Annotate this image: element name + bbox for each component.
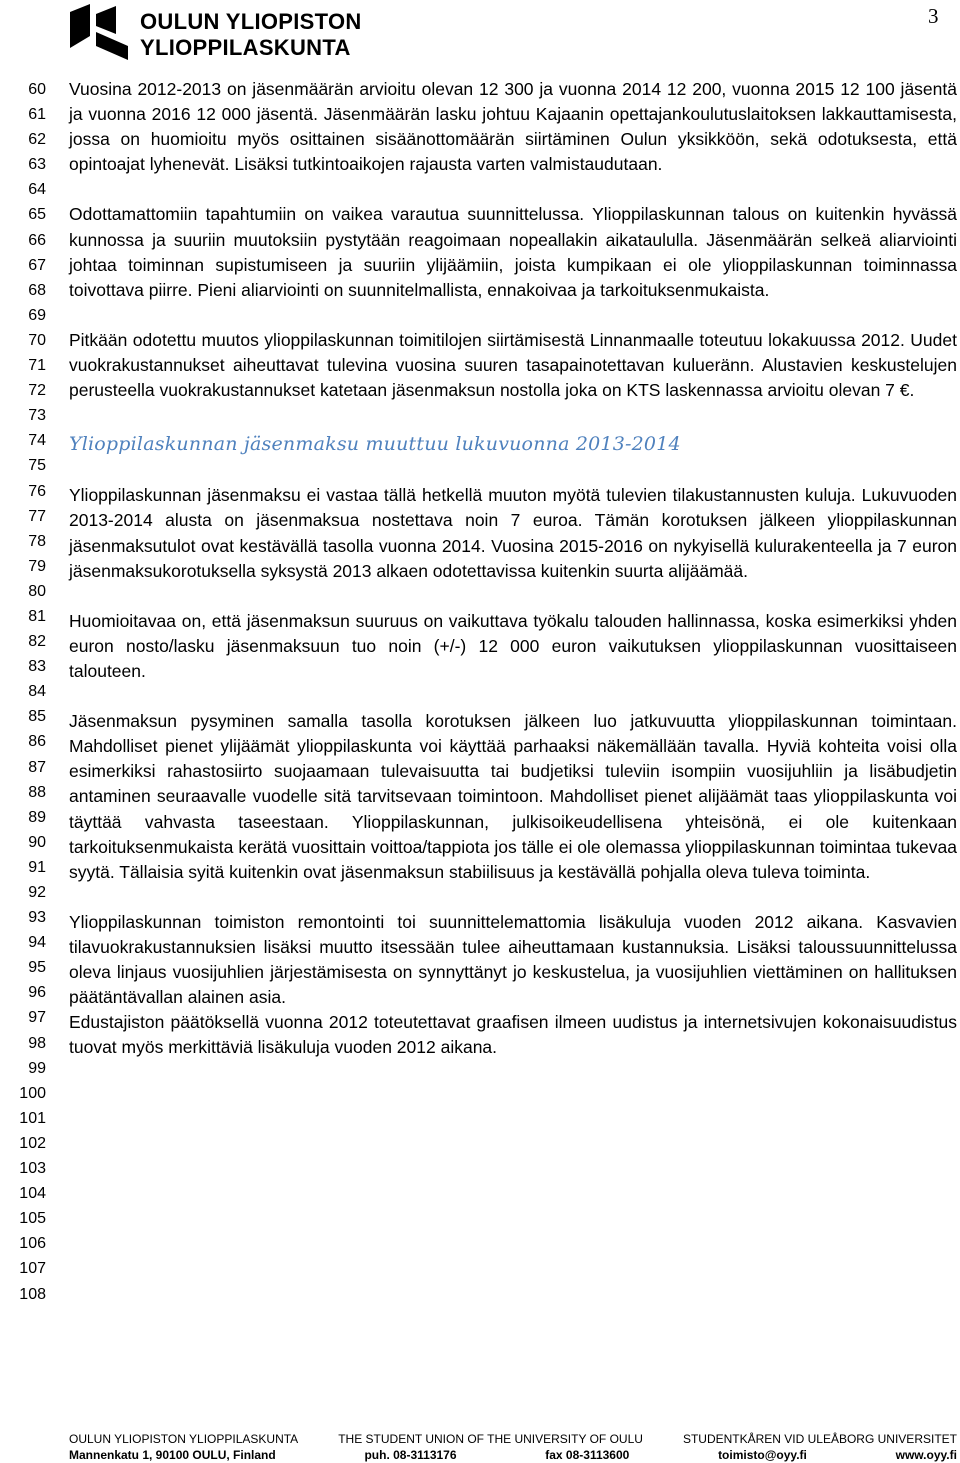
line-number: 103 (19, 1160, 46, 1178)
line-number: 90 (28, 833, 46, 851)
line-number: 76 (28, 482, 46, 500)
line-number: 73 (28, 407, 46, 425)
logo-text-line2: YLIOPPILASKUNTA (140, 35, 351, 60)
line-number: 97 (28, 1009, 46, 1027)
line-number: 88 (28, 783, 46, 801)
line-number: 107 (19, 1260, 46, 1278)
paragraph-unexpected-events: Odottamattomiin tapahtumiin on vaikea varautua suunnittelussa. Ylioppilaskunnan talous on kuitenkin hyvässä kunnossa ja suuriin muutoksiin pystytään reagoimaan nopeallakin aikataululla. Jäsenmäärän selkeä aliarviointi johtaa toiminnan supistumiseen ja suuriin ylijäämiin, joista kumpikaan ei ole ylioppilaskunnan toiminnassa toivottava piirre. Pieni aliarviointi on suunnitelmallista, ennakoivaa ja tarkoituksenmukaista. (69, 204, 957, 300)
line-number: 99 (28, 1059, 46, 1077)
line-number: 93 (28, 909, 46, 927)
footer-email[interactable]: toimisto@oyy.fi (718, 1448, 807, 1462)
line-number: 65 (28, 206, 46, 224)
footer-web[interactable]: www.oyy.fi (895, 1448, 957, 1462)
line-number: 81 (28, 607, 46, 625)
footer-org-sv: STUDENTKÅREN VID ULEÅBORG UNIVERSITET (682, 1432, 957, 1446)
footer-org-en: THE STUDENT UNION OF THE UNIVERSITY OF OULU (338, 1432, 643, 1446)
line-number: 95 (28, 959, 46, 977)
line-number: 75 (28, 457, 46, 475)
line-number: 108 (19, 1285, 46, 1303)
line-number: 94 (28, 934, 46, 952)
line-number: 104 (19, 1185, 46, 1203)
paragraph-fee-stability: Jäsenmaksun pysyminen samalla tasolla korotuksen jälkeen luo jatkuvuutta ylioppilaskunnan toimintaan. Mahdolliset pienet ylijäämät ylioppilaskunta voi käyttää parhaaksi näkemällään tavalla. Hyviä kohteita voisi olla esimerkiksi rahastosiirto suojaamaan tulevaisuutta tai budjetiksi tuleviin isompiin vuosijuhliin ja lisäbudjetin antaminen seuraavalle vuodelle sitä tarvitsevaan toimintoon. Mahdolliset pienet alijäämät taas ylioppilaskunta voi täyttää vahvasta taseestaan. Ylioppilaskunnan, julkisoikeudellisena yhteisönä, ei ole kuitenkaan tarkoituksenmukaista kerätä vuosittain voittoa/tappiota jos tälle ei ole olemassa ylioppilaskunnan toimintaa tukevaa syytä. Tällaisia syitä kuitenkin ovat jäsenmaksun stabiilisuus ja kestävällä pohjalla oleva tuleva toiminta. (69, 711, 957, 882)
paragraph-premises-move: Pitkään odotettu muutos ylioppilaskunnan toimitilojen siirtämisestä Linnanmaalle toteutuu lokakuussa 2012. Uudet vuokrakustannukset aiheuttavat tulevina vuosina suuren tasapainotettavan kulueränn. Alustavien keskustelujen perusteella vuokrakustannukset katetaan jäsenmaksun nostolla joka on KTS laskennassa arvioitu olevan 7 €. (69, 329, 957, 401)
line-number: 86 (28, 733, 46, 751)
logo (68, 2, 398, 62)
logo-text-line1: OULUN YLIOPISTON (140, 9, 362, 34)
line-number: 96 (28, 984, 46, 1002)
line-number: 61 (28, 106, 46, 124)
line-number: 87 (28, 758, 46, 776)
line-number: 100 (19, 1084, 46, 1102)
footer-org-fi: OULUN YLIOPISTON YLIOPPILASKUNTA (69, 1432, 299, 1446)
line-number: 101 (19, 1109, 46, 1127)
line-number: 66 (28, 231, 46, 249)
section-heading: Ylioppilaskunnan jäsenmaksu muuttuu lukuvuonna 2013-2014 (69, 433, 681, 456)
footer (69, 1431, 957, 1463)
line-numbers (0, 77, 46, 1307)
page-number: 3 (928, 4, 939, 28)
line-number: 82 (28, 633, 46, 651)
line-number: 102 (19, 1134, 46, 1152)
line-number: 70 (28, 331, 46, 349)
line-number: 69 (28, 306, 46, 324)
line-number: 92 (28, 884, 46, 901)
line-number: 77 (28, 507, 46, 525)
line-number: 98 (28, 1034, 46, 1052)
line-number: 63 (28, 156, 46, 174)
paragraph-membership-fee: Ylioppilaskunnan jäsenmaksu ei vastaa tällä hetkellä muuton myötä tulevien tilakustannusten kuluja. Lukuvuoden 2013-2014 alusta on jäsenmaksua nostettava noin 7 euroa. Tämän korotuksen jälkeen ylioppilaskunnan jäsenmaksutulot ovat kestävällä tasolla vuonna 2014. Vuosina 2015-2016 on nykyisellä kulurakenteella ja 7 euron jäsenmaksukorotuksella syksystä 2013 alkaen odotettavissa kuitenkin suurta alijäämää. (69, 485, 957, 581)
line-number: 79 (28, 557, 46, 575)
paragraph-membership-forecast: Vuosina 2012-2013 on jäsenmäärän arvioitu olevan 12 300 ja vuonna 2014 12 200, vuonna 2015 12 100 jäsentä ja vuonna 2016 12 000 jäsentä. Jäsenmäärän lasku johtuu Kajaanin opettajankoulutuslaitoksen lakkauttamisesta, jossa on huomioitu myös osittainen sisäänottomäärän siirtäminen Oulun yksikköön, sekä odotuksesta, että opintoajat lyhenevät. Lisäksi tutkintoaikojen rajausta varten valmistaudutaan. (69, 79, 957, 175)
footer-phone: puh. 08-3113176 (364, 1448, 457, 1462)
line-number: 84 (28, 683, 46, 701)
document-body (69, 77, 957, 1060)
paragraph-fee-impact: Huomioitavaa on, että jäsenmaksun suuruus on vaikuttava työkalu talouden hallinnassa, koska esimerkiksi yhden euron nosto/lasku jäsenmaksuun tuo noin (+/-) 12 000 euron vaikutuksen ylioppilaskunnan vuosittaiseen talouteen. (69, 610, 957, 681)
line-number: 89 (28, 808, 46, 826)
line-number: 78 (28, 532, 46, 550)
line-number: 105 (19, 1210, 46, 1228)
line-number: 91 (28, 858, 46, 876)
line-number: 62 (28, 131, 46, 149)
line-number: 83 (28, 658, 46, 676)
line-number: 85 (28, 708, 46, 726)
line-number: 72 (28, 382, 46, 400)
line-number: 80 (28, 582, 46, 600)
line-number: 68 (28, 281, 46, 299)
logo-mark-icon (68, 2, 130, 62)
footer-address: Mannenkatu 1, 90100 OULU, Finland (69, 1448, 276, 1462)
footer-fax: fax 08-3113600 (545, 1448, 630, 1462)
line-number: 71 (28, 357, 46, 375)
paragraph-graphic-identity: Edustajiston päätöksellä vuonna 2012 toteutettavat graafisen ilmeen uudistus ja internetsivujen kokonaisuudistus tuovat myös merkittäviä lisäkuluja vuoden 2012 aikana. (69, 1012, 957, 1058)
paragraph-office-renovation: Ylioppilaskunnan toimiston remontointi toi suunnittelemattomia lisäkuluja vuoden 2012 aikana. Kasvavien tilavuokrakustannuksien lisäksi muutto itsessään tulee aiheuttamaan kustannuksia. Lisäksi taloussuunnittelussa oleva linjaus vuosijuhlien järjestämisesta on synnyttänyt jo keskustelua, ja vuosijuhlien viettäminen on hallituksen päätäntävallan alainen asia. (69, 911, 957, 1008)
line-number: 64 (28, 181, 46, 199)
line-number: 60 (28, 81, 46, 98)
line-number: 106 (19, 1235, 46, 1253)
line-number: 74 (28, 432, 46, 450)
line-number: 67 (28, 256, 46, 274)
